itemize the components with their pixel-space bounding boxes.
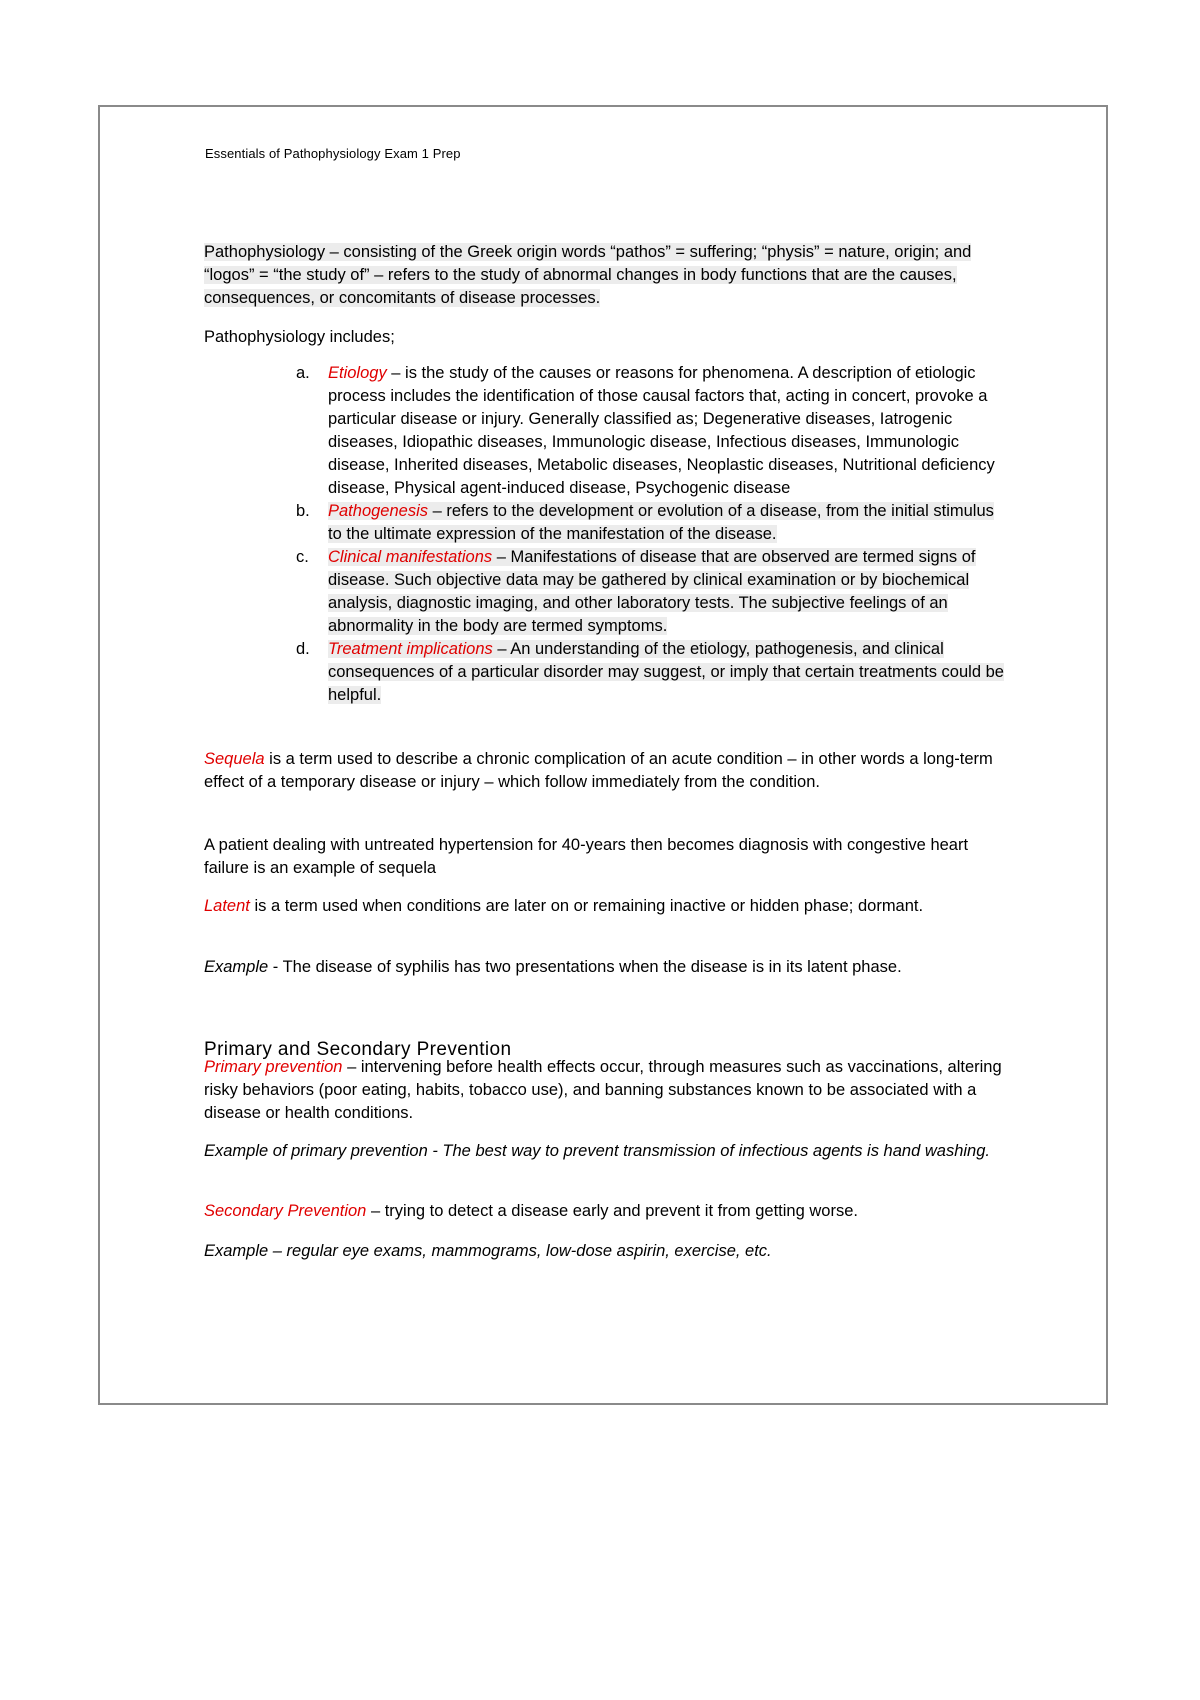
definition-etiology: – is the study of the causes or reasons for phenomena. A description of etiologic process includes the identification of those causal factors that, acting in concert, provoke a particular disease or injury. Generally classified as; Degenerative diseases, Iatrogenic diseases, Idiopathic diseases, Immunologic disease, Infectious diseases, Immunologic disease, Inherited diseases, Metabolic diseases, Neoplastic diseases, Nutritional deficiency disease, Physical agent-induced disease, Psychogenic disease <box>328 364 995 497</box>
list-item-treatment-implications <box>296 638 1008 707</box>
secondary-prevention-definition: – trying to detect a disease early and prevent it from getting worse. <box>366 1202 858 1220</box>
list-marker: c. <box>296 548 309 566</box>
primary-example-paragraph: Example of primary prevention - The best way to prevent transmission of infectious agents is hand washing. <box>204 1142 990 1160</box>
example-label: Example <box>204 958 269 976</box>
term-clinical-manifestations: Clinical manifestations <box>328 548 493 566</box>
intro-paragraph <box>204 241 994 310</box>
sequela-definition: is a term used to describe a chronic complication of an acute condition – in other words a long-term effect of a temporary disease or injury – which follow immediately from the condition. <box>204 750 993 791</box>
list-item-clinical-manifestations <box>296 546 1008 638</box>
list-marker: b. <box>296 502 310 520</box>
sequela-example-paragraph: A patient dealing with untreated hypertension for 40-years then becomes diagnosis with congestive heart failure is an example of sequela <box>204 836 969 877</box>
list-item-pathogenesis <box>296 500 1008 546</box>
term-sequela: Sequela <box>204 750 265 768</box>
list-item-etiology <box>296 362 1008 500</box>
term-primary-prevention: Primary prevention <box>204 1058 343 1076</box>
document-header: Essentials of Pathophysiology Exam 1 Prep <box>205 146 461 161</box>
pathophysiology-list <box>296 362 1008 707</box>
list-marker: a. <box>296 364 310 382</box>
list-marker: d. <box>296 640 310 658</box>
latent-definition: is a term used when conditions are later on or remaining inactive or hidden phase; dormant. <box>249 897 924 915</box>
sequela-paragraph <box>204 748 1004 794</box>
latent-example-paragraph <box>204 956 1004 979</box>
definition-clinical-manifestations: – Manifestations of disease that are observed are termed signs of disease. Such objective data may be gathered by clinical examination or by biochemical analysis, diagnostic imaging, and other laboratory tests. The subjective feelings of an abnormality in the body are termed symptoms. <box>328 548 976 635</box>
term-etiology: Etiology <box>328 364 387 382</box>
term-latent: Latent <box>204 897 250 915</box>
secondary-prevention-paragraph <box>204 1200 1004 1223</box>
primary-prevention-paragraph <box>204 1056 1004 1125</box>
latent-example-text: - The disease of syphilis has two presentations when the disease is in its latent phase. <box>268 958 902 976</box>
definition-pathogenesis: – refers to the development or evolution of a disease, from the initial stimulus to the ultimate expression of the manifestation of the disease. <box>328 502 994 543</box>
term-treatment-implications: Treatment implications <box>328 640 493 658</box>
primary-prevention-definition: – intervening before health effects occur, through measures such as vaccinations, altering risky behaviors (poor eating, habits, tobacco use), and banning substances known to be associated with a disease or health conditions. <box>204 1058 1002 1122</box>
definition-treatment-implications: – An understanding of the etiology, pathogenesis, and clinical consequences of a particular disorder may suggest, or imply that certain treatments could be helpful. <box>328 640 1004 704</box>
intro-text: Pathophysiology – consisting of the Greek origin words “pathos” = suffering; “physis” = nature, origin; and “logos” = “the study of” – refers to the study of abnormal changes in body functions that are the causes, consequences, or concomitants of disease processes. <box>204 243 972 307</box>
secondary-example-paragraph: Example – regular eye exams, mammograms, low-dose aspirin, exercise, etc. <box>204 1242 772 1260</box>
latent-paragraph <box>204 895 1004 918</box>
term-secondary-prevention: Secondary Prevention <box>204 1202 367 1220</box>
term-pathogenesis: Pathogenesis <box>328 502 428 520</box>
includes-paragraph: Pathophysiology includes; <box>204 328 395 346</box>
prevention-heading: Primary and Secondary Prevention <box>204 1039 512 1060</box>
